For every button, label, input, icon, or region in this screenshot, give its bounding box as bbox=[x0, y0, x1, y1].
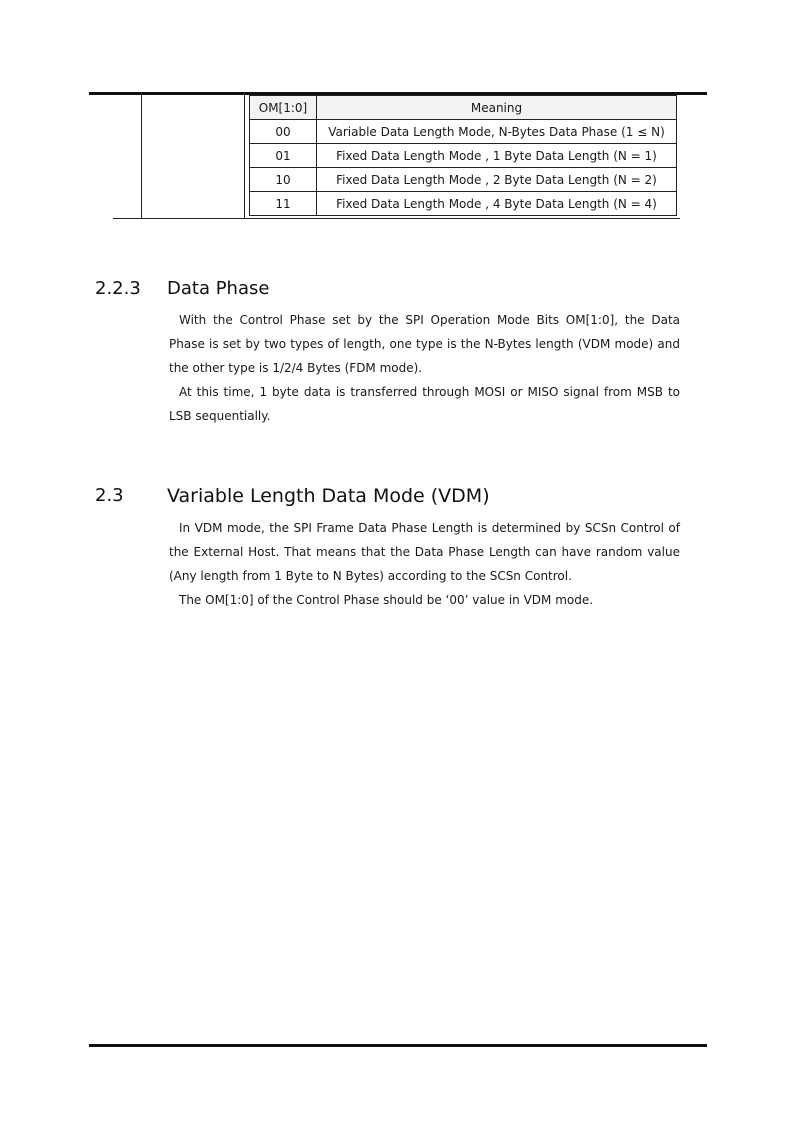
om-bits-table bbox=[249, 95, 677, 216]
table-header-meaning: Meaning bbox=[317, 96, 677, 120]
section-heading-2-3 bbox=[95, 485, 490, 507]
table-header-om: OM[1:0] bbox=[250, 96, 317, 120]
footer-rule bbox=[89, 1044, 707, 1047]
table-cell-meaning: Fixed Data Length Mode , 1 Byte Data Length (N = 1) bbox=[317, 144, 677, 168]
section-title: Variable Length Data Mode (VDM) bbox=[167, 485, 490, 507]
paragraph: The OM[1:0] of the Control Phase should be ‘00’ value in VDM mode. bbox=[179, 593, 594, 607]
section-number: 2.2.3 bbox=[95, 278, 141, 299]
section-body-2-2-3 bbox=[169, 308, 680, 428]
section-heading-2-2-3 bbox=[95, 278, 270, 299]
table-cell-meaning: Fixed Data Length Mode , 4 Byte Data Length (N = 4) bbox=[317, 192, 677, 216]
table-column-divider bbox=[244, 95, 245, 219]
section-body-2-3 bbox=[169, 516, 680, 612]
table-cell-om: 00 bbox=[250, 120, 317, 144]
paragraph: At this time, 1 byte data is transferred through MOSI or MISO signal from MSB to LSB sequentially. bbox=[169, 385, 680, 423]
paragraph: In VDM mode, the SPI Frame Data Phase Length is determined by SCSn Control of the External Host. That means that the Data Phase Length can have random value (Any length from 1 Byte to N Bytes) according to the SCSn Control. bbox=[169, 521, 680, 583]
table-cell-om: 01 bbox=[250, 144, 317, 168]
table-row bbox=[250, 168, 677, 192]
table-cell-om: 11 bbox=[250, 192, 317, 216]
section-title: Data Phase bbox=[167, 278, 270, 299]
table-row bbox=[250, 120, 677, 144]
table-row bbox=[250, 192, 677, 216]
section-number: 2.3 bbox=[95, 485, 124, 506]
table-bottom-border bbox=[113, 218, 680, 219]
table-header-row bbox=[250, 96, 677, 120]
table-column-divider bbox=[141, 95, 142, 219]
table-cell-meaning: Fixed Data Length Mode , 2 Byte Data Length (N = 2) bbox=[317, 168, 677, 192]
table-cell-om: 10 bbox=[250, 168, 317, 192]
table-row bbox=[250, 144, 677, 168]
table-cell-meaning: Variable Data Length Mode, N-Bytes Data Phase (1 ≤ N) bbox=[317, 120, 677, 144]
paragraph: With the Control Phase set by the SPI Operation Mode Bits OM[1:0], the Data Phase is set by two types of length, one type is the N-Bytes length (VDM mode) and the other type is 1/2/4 Bytes (FDM mode). bbox=[169, 313, 680, 375]
